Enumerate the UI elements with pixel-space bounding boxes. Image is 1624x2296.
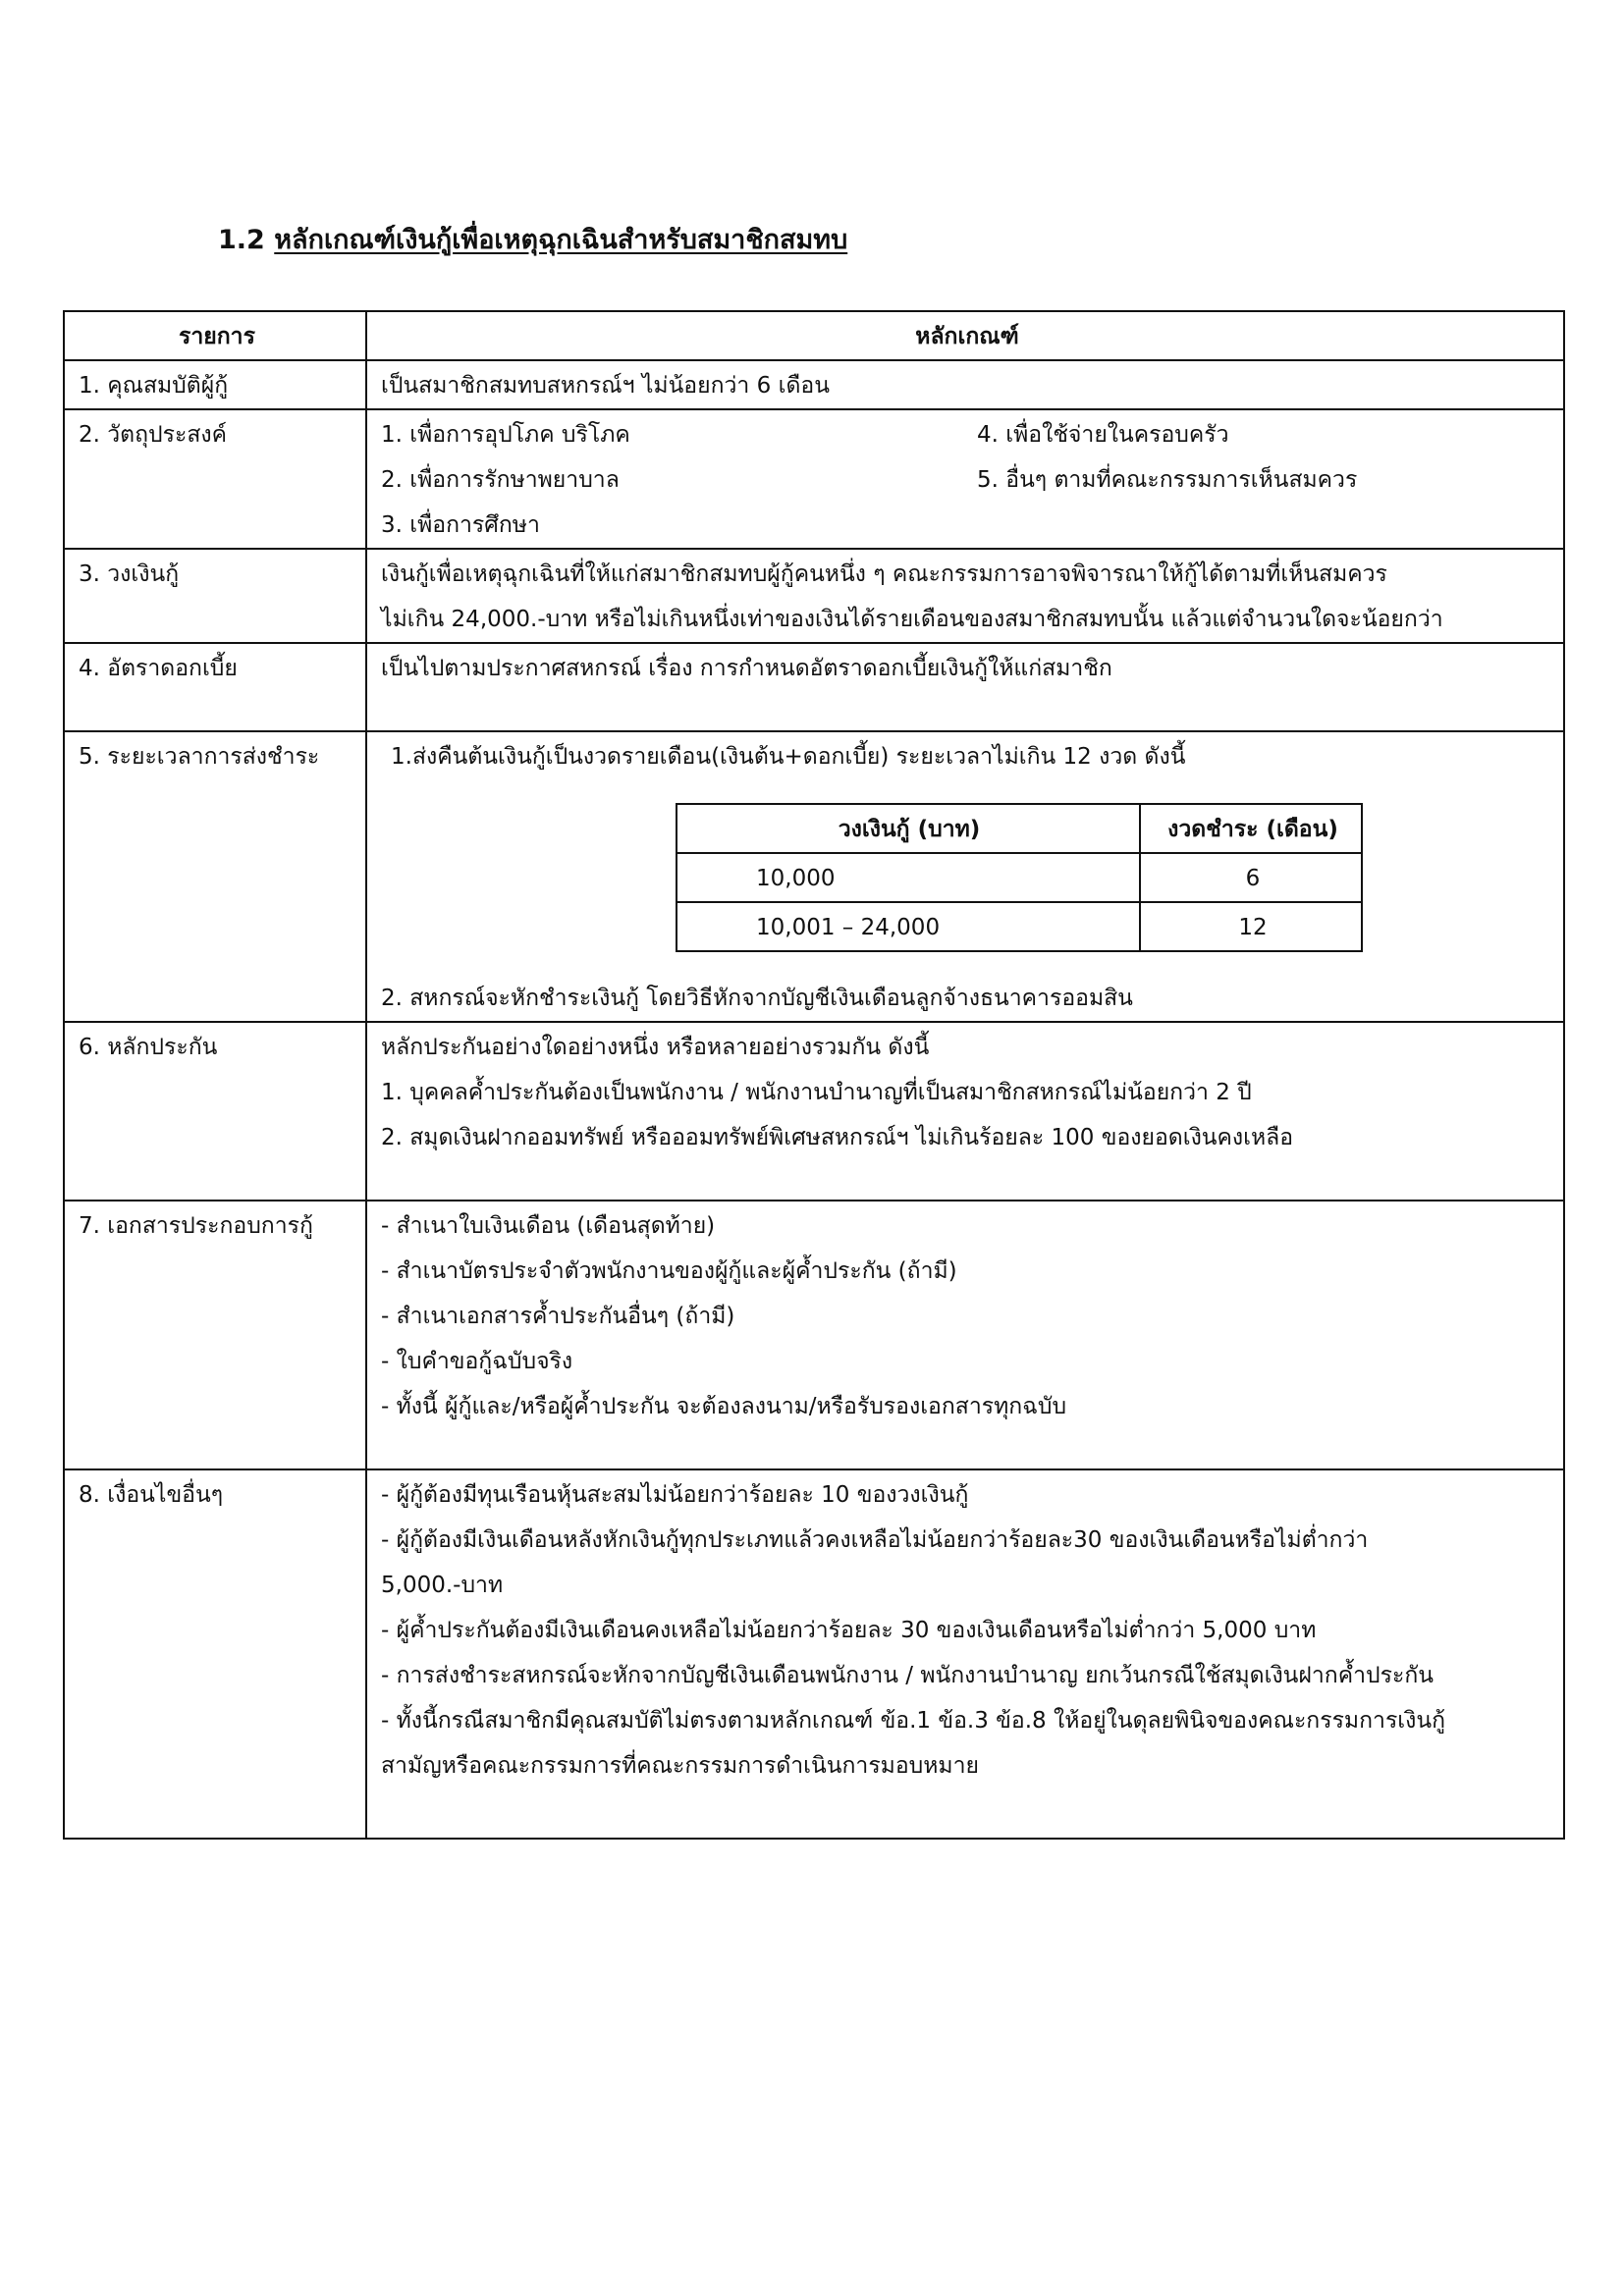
- text-line: - สำเนาบัตรประจำตัวพนักงานของผู้กู้และผู้ค้ำประกัน (ถ้ามี): [381, 1258, 957, 1284]
- row-qualification: [64, 360, 1564, 409]
- criteria-table: [63, 310, 1565, 1840]
- cell-amount: 10,000: [677, 853, 1140, 902]
- row-label: 6. หลักประกัน: [64, 1022, 366, 1201]
- list-item: 1. เพื่อการอุปโภค บริโภค: [381, 422, 630, 448]
- cell-installments: 6: [1140, 853, 1362, 902]
- text-line: 1.ส่งคืนต้นเงินกู้เป็นงวดรายเดือน(เงินต้น+ดอกเบี้ย) ระยะเวลาไม่เกิน 12 งวด ดังนี้: [391, 744, 1186, 770]
- list-item: 4. เพื่อใช้จ่ายในครอบครัว: [977, 422, 1229, 448]
- row-label: 5. ระยะเวลาการส่งชำระ: [64, 731, 366, 1022]
- header-item: รายการ: [64, 311, 366, 360]
- row-documents: [64, 1201, 1564, 1469]
- text-line: 2. สหกรณ์จะหักชำระเงินกู้ โดยวิธีหักจากบัญชีเงินเดือนลูกจ้างธนาคารออมสิน: [381, 986, 1133, 1011]
- row-collateral: [64, 1022, 1564, 1201]
- page-title: [218, 218, 847, 260]
- text-line: - ผู้กู้ต้องมีทุนเรือนหุ้นสะสมไม่น้อยกว่าร้อยละ 10 ของวงเงินกู้: [381, 1482, 969, 1508]
- sub-header-amount: วงเงินกู้ (บาท): [677, 804, 1140, 853]
- text-line: - ทั้งนี้ ผู้กู้และ/หรือผู้ค้ำประกัน จะต้องลงนาม/หรือรับรองเอกสารทุกฉบับ: [381, 1394, 1067, 1419]
- list-item: 5. อื่นๆ ตามที่คณะกรรมการเห็นสมควร: [977, 467, 1358, 493]
- header-criteria: หลักเกณฑ์: [366, 311, 1564, 360]
- row-other-conditions: [64, 1469, 1564, 1839]
- row-interest: [64, 643, 1564, 731]
- purpose-list: [381, 412, 1553, 548]
- list-item: 2. เพื่อการรักษาพยาบาล: [381, 467, 620, 493]
- table-row: [677, 853, 1362, 902]
- table-row: [677, 902, 1362, 951]
- text-line: 1. บุคคลค้ำประกันต้องเป็นพนักงาน / พนักงานบำนาญที่เป็นสมาชิกสหกรณ์ไม่น้อยกว่า 2 ปี: [381, 1080, 1252, 1105]
- table-header: [64, 311, 1564, 360]
- text-line: ไม่เกิน 24,000.-บาท หรือไม่เกินหนึ่งเท่าของเงินได้รายเดือนของสมาชิกสมทบนั้น แล้วแต่จำนวนใดจะน้อยกว่า: [381, 607, 1443, 632]
- row-text: เป็นไปตามประกาศสหกรณ์ เรื่อง การกำหนดอัตราดอกเบี้ยเงินกู้ให้แก่สมาชิก: [366, 643, 1564, 731]
- title-text: หลักเกณฑ์เงินกู้เพื่อเหตุฉุกเฉินสำหรับสมาชิกสมทบ: [274, 225, 848, 255]
- text-line: เงินกู้เพื่อเหตุฉุกเฉินที่ให้แก่สมาชิกสมทบผู้กู้คนหนึ่ง ๆ คณะกรรมการอาจพิจารณาให้กู้ได้ตามที่เห็นสมควร: [381, 561, 1387, 587]
- row-label: 4. อัตราดอกเบี้ย: [64, 643, 366, 731]
- text-line: - ผู้กู้ต้องมีเงินเดือนหลังหักเงินกู้ทุกประเภทแล้วคงเหลือไม่น้อยกว่าร้อยละ30 ของเงินเดือนหรือไม่ต่ำกว่า: [381, 1527, 1369, 1553]
- list-item: 3. เพื่อการศึกษา: [381, 512, 540, 538]
- row-label: 2. วัตถุประสงค์: [64, 409, 366, 549]
- text-line: - การส่งชำระสหกรณ์จะหักจากบัญชีเงินเดือนพนักงาน / พนักงานบำนาญ ยกเว้นกรณีใช้สมุดเงินฝากค้ำประกัน: [381, 1663, 1434, 1688]
- text-line: - สำเนาเอกสารค้ำประกันอื่นๆ (ถ้ามี): [381, 1304, 735, 1329]
- row-loan-limit: [64, 549, 1564, 643]
- row-repayment: [64, 731, 1564, 1022]
- sub-header-installments: งวดชำระ (เดือน): [1140, 804, 1362, 853]
- cell-amount: 10,001 – 24,000: [677, 902, 1140, 951]
- text-line: - สำเนาใบเงินเดือน (เดือนสุดท้าย): [381, 1213, 716, 1239]
- row-label: 8. เงื่อนไขอื่นๆ: [64, 1469, 366, 1839]
- text-line: - ทั้งนี้กรณีสมาชิกมีคุณสมบัติไม่ตรงตามหลักเกณฑ์ ข้อ.1 ข้อ.3 ข้อ.8 ให้อยู่ในดุลยพินิจของคณะกรรมการเงินกู้: [381, 1708, 1446, 1734]
- text-line: หลักประกันอย่างใดอย่างหนึ่ง หรือหลายอย่างรวมกัน ดังนี้: [381, 1035, 930, 1060]
- text-line: 2. สมุดเงินฝากออมทรัพย์ หรือออมทรัพย์พิเศษสหกรณ์ฯ ไม่เกินร้อยละ 100 ของยอดเงินคงเหลือ: [381, 1125, 1294, 1150]
- cell-installments: 12: [1140, 902, 1362, 951]
- text-line: สามัญหรือคณะกรรมการที่คณะกรรมการดำเนินการมอบหมาย: [381, 1753, 979, 1779]
- text-line: 5,000.-บาท: [381, 1573, 504, 1598]
- row-text: เป็นสมาชิกสมทบสหกรณ์ฯ ไม่น้อยกว่า 6 เดือน: [366, 360, 1564, 409]
- title-number: 1.2: [218, 225, 265, 255]
- row-label: 7. เอกสารประกอบการกู้: [64, 1201, 366, 1469]
- repayment-table: [676, 803, 1363, 952]
- row-label: 1. คุณสมบัติผู้กู้: [64, 360, 366, 409]
- row-purpose: [64, 409, 1564, 549]
- text-line: - ใบคำขอกู้ฉบับจริง: [381, 1349, 573, 1374]
- row-label: 3. วงเงินกู้: [64, 549, 366, 643]
- text-line: - ผู้ค้ำประกันต้องมีเงินเดือนคงเหลือไม่น้อยกว่าร้อยละ 30 ของเงินเดือนหรือไม่ต่ำกว่า 5,000 บาท: [381, 1618, 1317, 1643]
